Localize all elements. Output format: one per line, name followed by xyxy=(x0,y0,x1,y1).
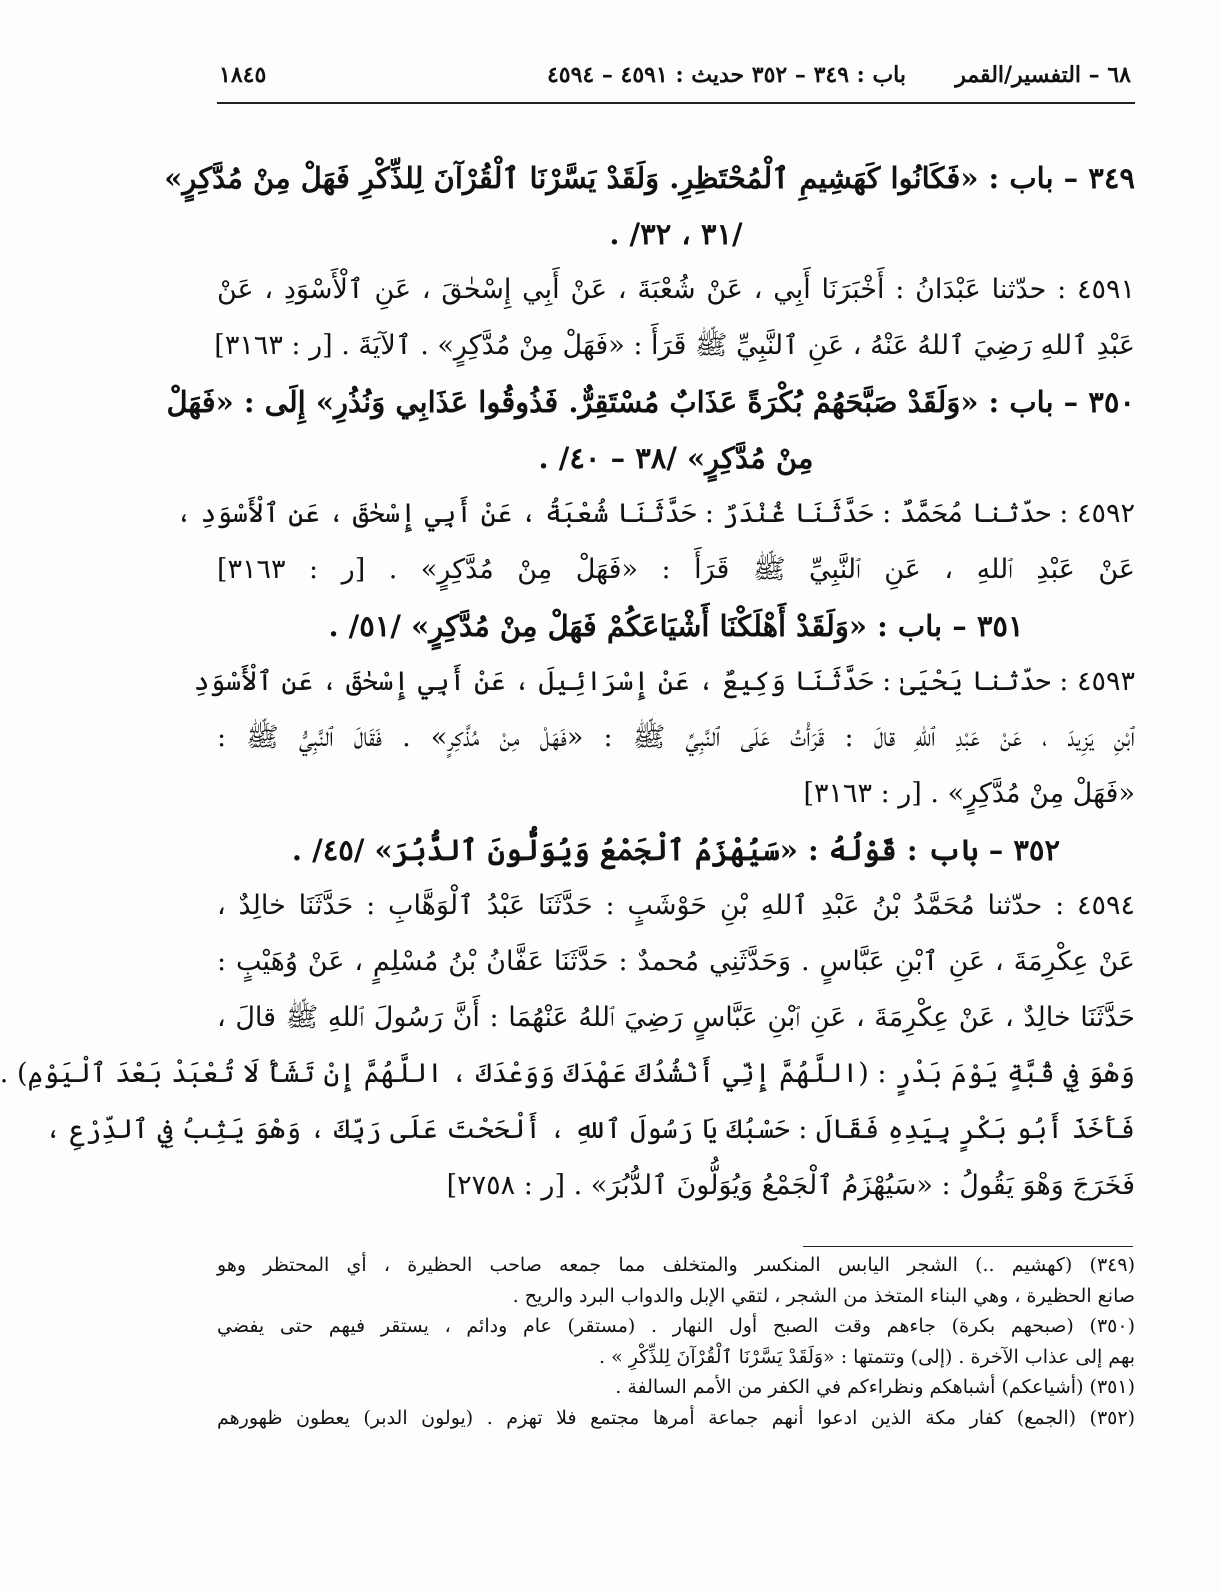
hadith-4591-line: عَبْدِ ٱللهِ رَضِيَ ٱللهُ عَنْهُ ، عَنِ ٱلنَّبِيِّ ﷺ قَرَأَ : «فَهَلْ مِنْ مُدَّكِرٍ» . ٱلآيَةَ . [ر : ٣١٦٣] xyxy=(214,330,1135,361)
bab-351-heading: ٣٥١ – باب : «وَلَقَدْ أَهْلَكْنَا أَشْيَاعَكُمْ فَهَلْ مِنْ مُدَّكِرٍ» /٥١/ . xyxy=(328,609,1024,643)
header-divider xyxy=(217,102,1135,104)
footnote-350: (٣٥٠) (صبحهم بكرة) جاءهم وقت الصبح أول النهار . (مستقر) عام ودائم ، يستقر فيهم حتى يفضي xyxy=(217,1315,1135,1337)
hadith-4591-line: ٤٥٩١ : حدّثنا عَبْدَانُ : أَخْبَرَنَا أَبِي ، عَنْ شُعْبَةَ ، عَنْ أَبِي إِسْحٰقَ ، عَنِ ٱلْأَسْوَدِ ، عَنْ xyxy=(217,274,1135,305)
footnote-349-cont: صانع الحظيرة ، وهي البناء المتخذ من الشجر ، لتقي الإبل والدواب البرد والريح . xyxy=(512,1284,1135,1307)
footnote-350-cont: بهم إلى عذاب الآخرة . (إلى) وتتمتها : «وَلَقَدْ يَسَّرْنَا ٱلْقُرْآنَ لِلذِّكْرِ » . xyxy=(599,1345,1135,1368)
hadith-4594-line: فَأَخَذَ أَبُو بَكْرٍ بِيَدِهِ فَقَالَ : حَسْبُكَ يَا رَسُولَ ٱللهِ ، أَلْحَحْتَ عَلَى رَبِّكَ ، وَهْوَ يَثِبُ فِي ٱلدِّرْعِ ، xyxy=(45,1114,1135,1145)
hadith-4594-line: حَدَّثَنَا خالِدٌ ، عَنْ عِكْرِمَةَ ، عَنِ ٱبْنِ عَبَّاسٍ رَضِيَ ٱللهُ عَنْهُمَا : أَنَّ رَسُولَ ٱللهِ ﷺ قالَ ، xyxy=(217,1002,1135,1033)
footnote-351: (٣٥١) (أشياعكم) أشباهكم ونظراءكم في الكفر من الأمم السالفة . xyxy=(615,1376,1135,1398)
hadith-4594-line: ٤٥٩٤ : حدّثنا مُحَمَّدُ بْنُ عَبْدِ ٱللهِ بْنِ حَوْشَبٍ : حَدَّثَنَا عَبْدُ ٱلْوَهَّابِ : حَدَّثَنَا خالِدٌ ، xyxy=(217,890,1135,921)
hadith-4593-line: «فَهَلْ مِنْ مُدَّكِرٍ» . [ر : ٣١٦٣] xyxy=(803,778,1135,809)
hadith-4592-line: ٤٥٩٢ : حدّثنا مُحَمَّدٌ : حَدَّثَنَا غُنْدَرٌ : حَدَّثَنَا شُعْبَةُ ، عَنْ أَبِي إِسْحٰقَ ، عَنِ ٱلْأَسْوَدِ ، xyxy=(176,498,1135,529)
hadith-4593-line: ٱبْنِ يَزِيدَ ، عَنْ عَبْدِ ٱللهِ قالَ : قَرَأْتُ عَلَى ٱلنَّبِيِّ ﷺ : «فَهَلْ مِنْ مُذَّكِرٍ» . فَقَالَ ٱلنَّبِيُّ ﷺ : xyxy=(217,722,1135,753)
footnote-349: (٣٤٩) (كهشيم ..) الشجر اليابس المنكسر والمتخلف مما جمعه صاحب الحظيرة ، أي المحتظر وهو xyxy=(217,1254,1135,1276)
page-number: ١٨٤٥ xyxy=(219,62,267,88)
bab-349-heading: ٣٤٩ – باب : «فَكَانُوا كَهَشِيمِ ٱلْمُحْتَظِرِ. وَلَقَدْ يَسَّرْنَا ٱلْقُرْآنَ لِلذِّكْرِ فَهَلْ مِنْ مُدَّكِرٍ» xyxy=(164,161,1135,195)
hadith-4594-line: وَهْوَ فِي قُبَّةٍ يَوْمَ بَدْرٍ : (اللَّهُمَّ إِنِّي أَنْشُدُكَ عَهْدَكَ وَوَعْدَكَ ، اللَّهُمَّ إِنْ تَشَأْ لَا تُعْبَدْ بَعْدَ ٱلْيَوْمِ) . xyxy=(0,1058,1135,1089)
main-text xyxy=(0,150,1135,1214)
bab-350-heading: ٣٥٠ – باب : «وَلَقَدْ صَبَّحَهُمْ بُكْرَةً عَذَابٌ مُسْتَقِرٌّ. فَذُوقُوا عَذَابِي وَنُذُرِ» إِلَى : «فَهَلْ xyxy=(166,385,1135,419)
footnotes xyxy=(217,1250,1135,1433)
footnote-divider xyxy=(803,1246,1133,1247)
chapter-title: ٦٨ – التفسير/القمر xyxy=(955,62,1131,88)
bab-350-verses: مِنْ مُدَّكِرٍ» /٣٨ – ٤٠/ . xyxy=(538,441,814,475)
bab-349-verses: /٣١ ، ٣٢/ . xyxy=(609,217,743,251)
footnote-352: (٣٥٢) (الجمع) كفار مكة الذين ادعوا أنهم جماعة أمرها مجتمع فلا تهزم . (يولون الدبر) يعطون ظهورهم xyxy=(217,1406,1135,1429)
running-header xyxy=(219,58,1131,92)
hadith-4594-line: عَنْ عِكْرِمَةَ ، عَنِ ٱبْنِ عَبَّاسٍ . وَحَدَّثَنِي مُحمدٌ : حَدَّثَنَا عَفَّانُ بْنُ مُسْلِمٍ ، عَنْ وُهَيْبٍ : xyxy=(217,946,1135,977)
hadith-4593-line: ٤٥٩٣ : حدّثنا يَحْيَىٰ : حَدَّثَنَا وَكِيعٌ ، عَنْ إِسْرَائِيلَ ، عَنْ أَبِي إِسْحٰقَ ، عَنِ ٱلْأَسْوَدِ xyxy=(193,666,1135,697)
bab-352-heading: ٣٥٢ – باب : قَوْلُهُ : «سَيُهْزَمُ ٱلْجَمْعُ وَيُوَلُّونَ ٱلدُّبُرَ» /٤٥/ . xyxy=(291,833,1061,867)
hadith-4592-line: عَنْ عَبْدِ ٱللهِ ، عَنِ ٱلنَّبِيِّ ﷺ قَرَأَ : «فَهَلْ مِنْ مُدَّكِرٍ» . [ر : ٣١٦٣] xyxy=(217,554,1135,585)
hadith-4594-line: فَخَرَجَ وَهْوَ يَقُولُ : «سَيُهْزَمُ ٱلْجَمْعُ وَيُوَلُّونَ ٱلدُّبُرَ» . [ر : ٢٧٥٨] xyxy=(446,1170,1135,1201)
bab-hadith-range: باب : ٣٤٩ – ٣٥٢ حديث : ٤٥٩١ – ٤٥٩٤ xyxy=(546,62,906,88)
